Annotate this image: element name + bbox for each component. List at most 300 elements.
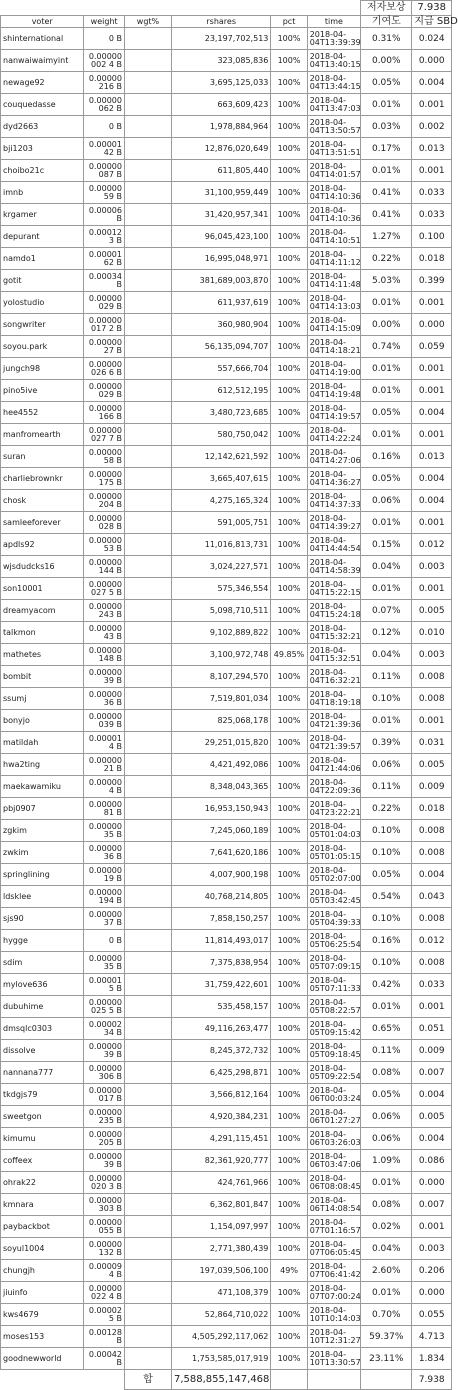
table-row — [1, 886, 452, 908]
voter-cell: hwa2ting — [1, 754, 84, 776]
rshares-cell: 7,245,060,189 — [171, 820, 270, 842]
payout-cell: 0.004 — [412, 1084, 452, 1106]
rshares-cell: 16,995,048,971 — [171, 248, 270, 270]
wgt-cell — [124, 1150, 171, 1172]
table-row — [1, 1216, 452, 1238]
wgt-cell — [124, 754, 171, 776]
voter-cell: yolostudio — [1, 292, 84, 314]
contribution-cell: 59.37% — [361, 1326, 412, 1348]
weight-cell: 0.00000029 B — [84, 380, 125, 402]
time-cell: 2018-04-04T21:44:06 — [307, 754, 360, 776]
wgt-cell — [124, 72, 171, 94]
pct-cell: 100% — [271, 930, 307, 952]
weight-cell: 0.0000039 B — [84, 666, 125, 688]
payout-cell: 0.004 — [412, 864, 452, 886]
pct-cell: 100% — [271, 424, 307, 446]
footer-blank — [361, 1370, 412, 1390]
rshares-cell: 611,805,440 — [171, 160, 270, 182]
table-row — [1, 776, 452, 798]
voter-cell: soyul1004 — [1, 1238, 84, 1260]
header-time: time — [307, 16, 360, 28]
table-row — [1, 314, 452, 336]
voter-cell: dubuhime — [1, 996, 84, 1018]
rshares-cell: 49,116,263,477 — [171, 1018, 270, 1040]
weight-cell: 0.0000053 B — [84, 534, 125, 556]
contribution-cell: 0.42% — [361, 974, 412, 996]
time-cell: 2018-04-04T14:58:39 — [307, 556, 360, 578]
payout-cell: 0.003 — [412, 644, 452, 666]
time-cell: 2018-04-10T13:30:57 — [307, 1348, 360, 1370]
weight-cell: 0.0000035 B — [84, 820, 125, 842]
weight-cell: 0.00000235 B — [84, 1106, 125, 1128]
header-contribution: 기여도 — [361, 16, 412, 28]
weight-cell: 0.00000062 B — [84, 94, 125, 116]
time-cell: 2018-04-05T01:04:03 — [307, 820, 360, 842]
rshares-cell: 29,251,015,820 — [171, 732, 270, 754]
contribution-cell: 0.01% — [361, 578, 412, 600]
rshares-cell: 4,291,115,451 — [171, 1128, 270, 1150]
weight-cell: 0.00000039 B — [84, 710, 125, 732]
rshares-cell: 3,100,972,748 — [171, 644, 270, 666]
pct-cell: 100% — [271, 732, 307, 754]
weight-cell: 0.00000020 3 B — [84, 1172, 125, 1194]
rshares-cell: 1,978,884,964 — [171, 116, 270, 138]
payout-cell: 0.004 — [412, 402, 452, 424]
time-cell: 2018-04-04T23:22:21 — [307, 798, 360, 820]
author-reward-label: 저자보상 — [361, 1, 412, 16]
weight-cell: 0.0000036 B — [84, 688, 125, 710]
table-row — [1, 490, 452, 512]
wgt-cell — [124, 842, 171, 864]
time-cell: 2018-04-04T14:10:51 — [307, 226, 360, 248]
wgt-cell — [124, 446, 171, 468]
weight-cell: 0.0000039 B — [84, 1040, 125, 1062]
table-row — [1, 50, 452, 72]
rshares-cell: 7,375,838,954 — [171, 952, 270, 974]
payout-cell: 0.051 — [412, 1018, 452, 1040]
pct-cell: 100% — [271, 1194, 307, 1216]
rshares-cell: 575,346,554 — [171, 578, 270, 600]
rshares-cell: 3,695,125,033 — [171, 72, 270, 94]
voter-cell: dissolve — [1, 1040, 84, 1062]
contribution-cell: 0.00% — [361, 314, 412, 336]
rshares-cell: 7,641,620,186 — [171, 842, 270, 864]
table-row — [1, 1062, 452, 1084]
table-row — [1, 688, 452, 710]
weight-cell: 0.0000162 B — [84, 248, 125, 270]
voter-cell: pbj0907 — [1, 798, 84, 820]
wgt-cell — [124, 314, 171, 336]
time-cell: 2018-04-06T14:08:54 — [307, 1194, 360, 1216]
rshares-cell: 40,768,214,805 — [171, 886, 270, 908]
wgt-cell — [124, 864, 171, 886]
voter-cell: shinternational — [1, 28, 84, 50]
rshares-cell: 591,005,751 — [171, 512, 270, 534]
contribution-cell: 0.70% — [361, 1304, 412, 1326]
weight-cell: 0.00000027 7 B — [84, 424, 125, 446]
payout-cell: 1.834 — [412, 1348, 452, 1370]
pct-cell: 100% — [271, 138, 307, 160]
wgt-cell — [124, 974, 171, 996]
contribution-cell: 0.05% — [361, 468, 412, 490]
time-cell: 2018-04-04T14:11:12 — [307, 248, 360, 270]
header-weight: weight — [84, 16, 125, 28]
wgt-cell — [124, 622, 171, 644]
voter-cell: manfromearth — [1, 424, 84, 446]
weight-cell: 0.0000021 B — [84, 754, 125, 776]
payout-cell: 0.007 — [412, 1194, 452, 1216]
wgt-cell — [124, 1062, 171, 1084]
contribution-cell: 0.01% — [361, 94, 412, 116]
time-cell: 2018-04-05T07:11:33 — [307, 974, 360, 996]
table-row — [1, 1150, 452, 1172]
voter-cell: kws4679 — [1, 1304, 84, 1326]
pct-cell: 100% — [271, 1216, 307, 1238]
voter-cell: gotit — [1, 270, 84, 292]
table-row — [1, 160, 452, 182]
weight-cell: 0.00000022 4 B — [84, 1282, 125, 1304]
contribution-cell: 0.01% — [361, 1172, 412, 1194]
pct-cell: 100% — [271, 1348, 307, 1370]
wgt-cell — [124, 160, 171, 182]
rshares-cell: 2,771,380,439 — [171, 1238, 270, 1260]
pct-cell: 100% — [271, 688, 307, 710]
wgt-cell — [124, 512, 171, 534]
time-cell: 2018-04-04T14:15:09 — [307, 314, 360, 336]
weight-cell: 0.0000019 B — [84, 864, 125, 886]
rshares-cell: 8,245,372,732 — [171, 1040, 270, 1062]
weight-cell: 0.00000144 B — [84, 556, 125, 578]
wgt-cell — [124, 94, 171, 116]
table-row — [1, 732, 452, 754]
table-row — [1, 512, 452, 534]
rshares-cell: 23,197,702,513 — [171, 28, 270, 50]
pct-cell: 100% — [271, 1062, 307, 1084]
weight-cell: 0.0000081 B — [84, 798, 125, 820]
table-row — [1, 226, 452, 248]
voter-cell: bonyjo — [1, 710, 84, 732]
wgt-cell — [124, 138, 171, 160]
pct-cell: 100% — [271, 116, 307, 138]
table-row — [1, 182, 452, 204]
time-cell: 2018-04-07T07:00:24 — [307, 1282, 360, 1304]
payout-cell: 0.001 — [412, 710, 452, 732]
contribution-cell: 2.60% — [361, 1260, 412, 1282]
contribution-cell: 0.01% — [361, 292, 412, 314]
footer-blank — [1, 1370, 84, 1390]
table-row — [1, 1238, 452, 1260]
pct-cell: 100% — [271, 512, 307, 534]
time-cell: 2018-04-04T14:13:03 — [307, 292, 360, 314]
voter-cell: bombit — [1, 666, 84, 688]
wgt-cell — [124, 28, 171, 50]
weight-cell: 0 B — [84, 116, 125, 138]
payout-cell: 0.001 — [412, 292, 452, 314]
voter-cell: pino5ive — [1, 380, 84, 402]
voter-cell: coffeex — [1, 1150, 84, 1172]
table-row — [1, 578, 452, 600]
contribution-cell: 0.01% — [361, 424, 412, 446]
contribution-cell: 0.15% — [361, 534, 412, 556]
voter-cell: sdim — [1, 952, 84, 974]
payout-cell: 0.004 — [412, 72, 452, 94]
pct-cell: 100% — [271, 556, 307, 578]
weight-cell: 0.000123 B — [84, 226, 125, 248]
voter-cell: dreamyacom — [1, 600, 84, 622]
contribution-cell: 0.22% — [361, 248, 412, 270]
payout-cell: 0.018 — [412, 798, 452, 820]
pct-cell: 100% — [271, 820, 307, 842]
table-row — [1, 1018, 452, 1040]
total-payout: 7.938 — [412, 1370, 452, 1390]
weight-cell: 0.0000043 B — [84, 622, 125, 644]
table-row — [1, 138, 452, 160]
rshares-cell: 557,666,704 — [171, 358, 270, 380]
time-cell: 2018-04-04T14:10:36 — [307, 182, 360, 204]
payout-cell: 0.003 — [412, 556, 452, 578]
wgt-cell — [124, 952, 171, 974]
wgt-cell — [124, 1282, 171, 1304]
rshares-cell: 360,980,904 — [171, 314, 270, 336]
contribution-cell: 0.01% — [361, 160, 412, 182]
table-row — [1, 72, 452, 94]
voter-cell: mathetes — [1, 644, 84, 666]
voter-cell: songwriter — [1, 314, 84, 336]
time-cell: 2018-04-04T14:18:21 — [307, 336, 360, 358]
time-cell: 2018-04-04T13:44:15 — [307, 72, 360, 94]
pct-cell: 100% — [271, 468, 307, 490]
payout-cell: 0.005 — [412, 1106, 452, 1128]
rshares-cell: 611,937,619 — [171, 292, 270, 314]
weight-cell: 0.0000035 B — [84, 952, 125, 974]
pct-cell: 100% — [271, 50, 307, 72]
time-cell: 2018-04-07T06:41:42 — [307, 1260, 360, 1282]
table-row — [1, 798, 452, 820]
voter-cell: kmnara — [1, 1194, 84, 1216]
voter-cell: chungjh — [1, 1260, 84, 1282]
payout-cell: 0.399 — [412, 270, 452, 292]
rshares-cell: 381,689,003,870 — [171, 270, 270, 292]
time-cell: 2018-04-04T14:37:33 — [307, 490, 360, 512]
voter-cell: maekawamiku — [1, 776, 84, 798]
rshares-cell: 4,007,900,198 — [171, 864, 270, 886]
pct-cell: 49% — [271, 1260, 307, 1282]
pct-cell: 100% — [271, 490, 307, 512]
weight-cell: 0.000004 B — [84, 776, 125, 798]
rshares-cell: 8,107,294,570 — [171, 666, 270, 688]
total-label: 합 — [124, 1370, 171, 1390]
table-row — [1, 842, 452, 864]
rshares-cell: 11,016,813,731 — [171, 534, 270, 556]
voter-cell: newage92 — [1, 72, 84, 94]
table-row — [1, 94, 452, 116]
time-cell: 2018-04-10T10:14:03 — [307, 1304, 360, 1326]
contribution-cell: 0.54% — [361, 886, 412, 908]
contribution-cell: 0.04% — [361, 556, 412, 578]
payout-cell: 0.000 — [412, 50, 452, 72]
rshares-cell: 3,024,227,571 — [171, 556, 270, 578]
wgt-cell — [124, 424, 171, 446]
wgt-cell — [124, 292, 171, 314]
time-cell: 2018-04-04T14:22:24 — [307, 424, 360, 446]
table-row — [1, 1172, 452, 1194]
table-row — [1, 556, 452, 578]
payout-cell: 0.005 — [412, 754, 452, 776]
pct-cell: 100% — [271, 380, 307, 402]
pct-cell: 100% — [271, 160, 307, 182]
rshares-cell: 11,814,493,017 — [171, 930, 270, 952]
table-row — [1, 622, 452, 644]
wgt-cell — [124, 644, 171, 666]
voter-cell: moses153 — [1, 1326, 84, 1348]
wgt-cell — [124, 666, 171, 688]
contribution-cell: 0.06% — [361, 490, 412, 512]
header-payout: 지급 SBD — [412, 16, 452, 28]
contribution-cell: 0.11% — [361, 666, 412, 688]
weight-cell: 0.0000037 B — [84, 908, 125, 930]
contribution-cell: 0.10% — [361, 688, 412, 710]
pct-cell: 100% — [271, 908, 307, 930]
weight-cell: 0.00000166 B — [84, 402, 125, 424]
weight-cell: 0.00034 B — [84, 270, 125, 292]
contribution-cell: 0.17% — [361, 138, 412, 160]
rshares-cell: 4,421,492,086 — [171, 754, 270, 776]
rshares-cell: 31,100,959,449 — [171, 182, 270, 204]
table-row — [1, 446, 452, 468]
voter-cell: paybackbot — [1, 1216, 84, 1238]
table-row — [1, 1260, 452, 1282]
payout-cell: 0.001 — [412, 424, 452, 446]
voter-cell: apdls92 — [1, 534, 84, 556]
time-cell: 2018-04-05T04:39:33 — [307, 908, 360, 930]
rshares-cell: 535,458,157 — [171, 996, 270, 1018]
pct-cell: 100% — [271, 534, 307, 556]
wgt-cell — [124, 380, 171, 402]
pct-cell: 100% — [271, 204, 307, 226]
contribution-cell: 0.10% — [361, 842, 412, 864]
weight-cell: 0.00000017 B — [84, 1084, 125, 1106]
wgt-cell — [124, 1348, 171, 1370]
contribution-cell: 0.12% — [361, 622, 412, 644]
weight-cell: 0.0000142 B — [84, 138, 125, 160]
contribution-cell: 0.31% — [361, 28, 412, 50]
table-row — [1, 204, 452, 226]
rshares-cell: 31,420,957,341 — [171, 204, 270, 226]
table-row — [1, 644, 452, 666]
pct-cell: 100% — [271, 710, 307, 732]
rshares-cell: 612,512,195 — [171, 380, 270, 402]
voter-cell: soyou.park — [1, 336, 84, 358]
rshares-cell: 12,142,621,592 — [171, 446, 270, 468]
weight-cell: 0.00000025 5 B — [84, 996, 125, 1018]
table-row — [1, 666, 452, 688]
weight-cell: 0.00128 B — [84, 1326, 125, 1348]
payout-cell: 0.000 — [412, 314, 452, 336]
voter-cell: ohrak22 — [1, 1172, 84, 1194]
voter-cell: springlining — [1, 864, 84, 886]
time-cell: 2018-04-04T21:39:36 — [307, 710, 360, 732]
contribution-cell: 0.05% — [361, 402, 412, 424]
pct-cell: 100% — [271, 798, 307, 820]
time-cell: 2018-04-07T01:16:57 — [307, 1216, 360, 1238]
table-row — [1, 292, 452, 314]
wgt-cell — [124, 820, 171, 842]
weight-cell: 0 B — [84, 930, 125, 952]
contribution-cell: 0.03% — [361, 116, 412, 138]
pct-cell: 100% — [271, 182, 307, 204]
time-cell: 2018-04-06T03:47:06 — [307, 1150, 360, 1172]
contribution-cell: 0.08% — [361, 1194, 412, 1216]
payout-cell: 0.031 — [412, 732, 452, 754]
wgt-cell — [124, 358, 171, 380]
weight-cell: 0.00000148 B — [84, 644, 125, 666]
wgt-cell — [124, 1326, 171, 1348]
payout-cell: 0.008 — [412, 820, 452, 842]
rshares-cell: 7,858,150,257 — [171, 908, 270, 930]
payout-cell: 0.001 — [412, 160, 452, 182]
table-row — [1, 1084, 452, 1106]
rshares-cell: 8,348,043,365 — [171, 776, 270, 798]
wgt-cell — [124, 1106, 171, 1128]
pct-cell: 100% — [271, 314, 307, 336]
weight-cell: 0.0000058 B — [84, 446, 125, 468]
table-row — [1, 908, 452, 930]
total-rshares: 7,588,855,147,468 — [171, 1370, 270, 1390]
wgt-cell — [124, 204, 171, 226]
table-row — [1, 468, 452, 490]
wgt-cell — [124, 490, 171, 512]
payout-cell: 0.206 — [412, 1260, 452, 1282]
table-row — [1, 710, 452, 732]
payout-cell: 0.013 — [412, 446, 452, 468]
header-row — [1, 16, 452, 28]
pct-cell: 100% — [271, 1084, 307, 1106]
voter-cell: krgamer — [1, 204, 84, 226]
rshares-cell: 3,665,407,615 — [171, 468, 270, 490]
voter-cell: jungch98 — [1, 358, 84, 380]
header-voter: voter — [1, 16, 84, 28]
wgt-cell — [124, 226, 171, 248]
rshares-cell: 825,068,178 — [171, 710, 270, 732]
contribution-cell: 0.04% — [361, 644, 412, 666]
pct-cell: 100% — [271, 1040, 307, 1062]
time-cell: 2018-04-05T07:09:15 — [307, 952, 360, 974]
total-row — [1, 1370, 452, 1390]
contribution-cell: 0.05% — [361, 1084, 412, 1106]
pct-cell: 100% — [271, 1150, 307, 1172]
pct-cell: 100% — [271, 226, 307, 248]
rshares-cell: 6,362,801,847 — [171, 1194, 270, 1216]
wgt-cell — [124, 1304, 171, 1326]
footer-blank — [271, 1370, 307, 1390]
voter-cell: depurant — [1, 226, 84, 248]
weight-cell: 0.00000087 B — [84, 160, 125, 182]
pct-cell: 100% — [271, 864, 307, 886]
wgt-cell — [124, 1128, 171, 1150]
table-row — [1, 28, 452, 50]
rshares-cell: 1,154,097,997 — [171, 1216, 270, 1238]
table-row — [1, 248, 452, 270]
contribution-cell: 0.05% — [361, 72, 412, 94]
time-cell: 2018-04-06T03:26:03 — [307, 1128, 360, 1150]
weight-cell: 0.0000027 B — [84, 336, 125, 358]
voter-cell: couquedasse — [1, 94, 84, 116]
weight-cell: 0.00000132 B — [84, 1238, 125, 1260]
voter-cell: sweetgon — [1, 1106, 84, 1128]
pct-cell: 100% — [271, 842, 307, 864]
table-row — [1, 402, 452, 424]
payout-cell: 0.001 — [412, 358, 452, 380]
